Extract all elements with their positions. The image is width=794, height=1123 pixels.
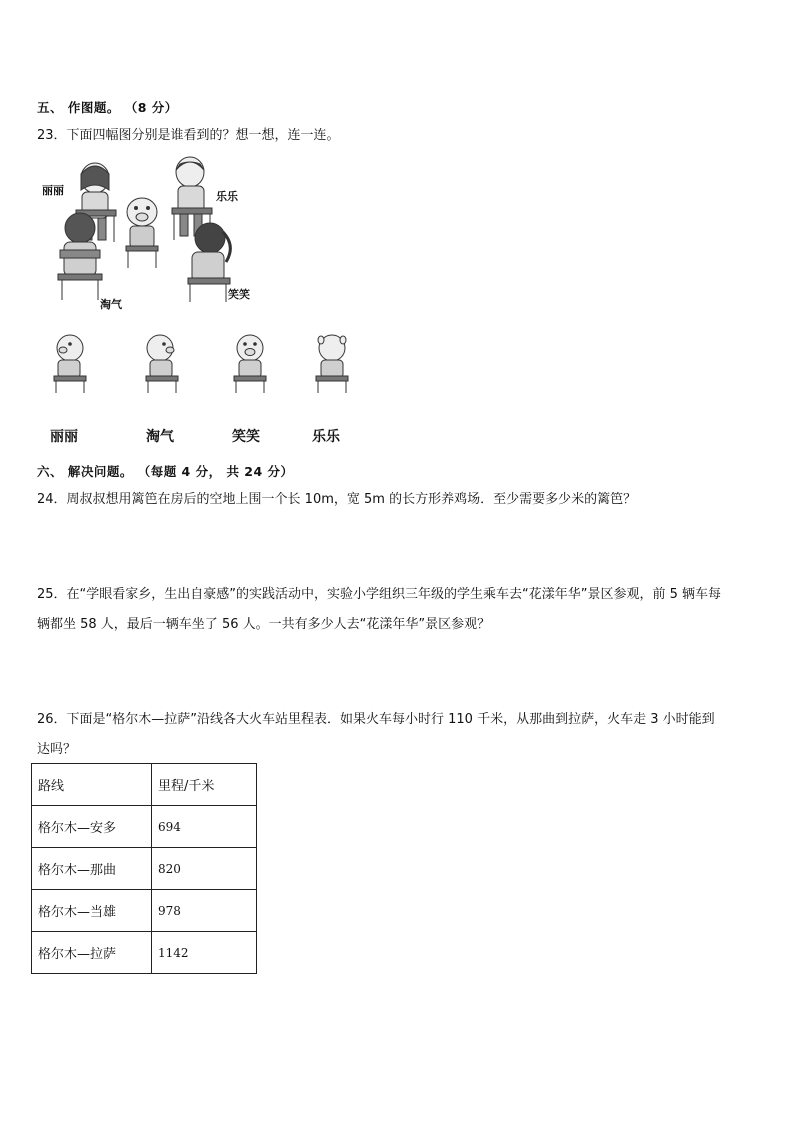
header-route: 路线 bbox=[32, 764, 152, 806]
view-label-1: 丽丽 bbox=[50, 429, 78, 445]
section-6-heading: 六、 解决问题。 （每题 4 分， 共 24 分） bbox=[37, 464, 294, 479]
table-row bbox=[32, 848, 257, 890]
scene-label-lele: 乐乐 bbox=[216, 190, 238, 203]
question-25-line-2: 辆都坐 58 人，最后一辆车坐了 56 人。一共有多少人去“花漾年华”景区参观？ bbox=[37, 617, 491, 632]
pig-side-view bbox=[140, 332, 184, 394]
question-26-line-1: 26．下面是“格尔木—拉萨”沿线各大火车站里程表．如果火车每小时行 110 千米，从那曲到拉萨，火车走 3 小时能到 bbox=[37, 712, 715, 727]
route-cell: 格尔木—当雄 bbox=[32, 890, 152, 932]
mileage-table bbox=[31, 763, 257, 974]
view-label-2: 淘气 bbox=[146, 429, 174, 445]
view-picture-1 bbox=[48, 332, 92, 398]
route-cell: 格尔木—拉萨 bbox=[32, 932, 152, 974]
pig-back-view bbox=[310, 332, 354, 394]
scene-label-xiaoxiao: 笑笑 bbox=[228, 288, 250, 301]
question-26-line-2: 达吗？ bbox=[37, 742, 77, 757]
pig-front-left-view bbox=[48, 332, 92, 394]
route-cell: 格尔木—安多 bbox=[32, 806, 152, 848]
header-distance: 里程/千米 bbox=[152, 764, 257, 806]
view-label-4: 乐乐 bbox=[312, 429, 340, 445]
pig-front-view bbox=[228, 332, 272, 394]
distance-cell: 1142 bbox=[152, 932, 257, 974]
scene-label-lili: 丽丽 bbox=[42, 184, 64, 197]
view-picture-3 bbox=[228, 332, 272, 398]
distance-cell: 694 bbox=[152, 806, 257, 848]
section-5-heading: 五、 作图题。 （8 分） bbox=[37, 100, 178, 115]
question-23-text: 23．下面四幅图分别是谁看到的？想一想，连一连。 bbox=[37, 128, 340, 143]
pig-figure bbox=[126, 198, 158, 268]
distance-cell: 978 bbox=[152, 890, 257, 932]
distance-cell: 820 bbox=[152, 848, 257, 890]
view-picture-2 bbox=[140, 332, 184, 398]
view-picture-4 bbox=[310, 332, 354, 398]
table-row bbox=[32, 890, 257, 932]
question-24-text: 24．周叔叔想用篱笆在房后的空地上围一个长 10m，宽 5m 的长方形养鸡场．至少需要多少米的篱笆？ bbox=[37, 492, 637, 507]
scene-label-taoqi: 淘气 bbox=[100, 298, 122, 311]
table-row bbox=[32, 932, 257, 974]
view-label-3: 笑笑 bbox=[232, 429, 260, 445]
route-cell: 格尔木—那曲 bbox=[32, 848, 152, 890]
taoqi-figure bbox=[58, 213, 102, 300]
table-header-row bbox=[32, 764, 257, 806]
table-row bbox=[32, 806, 257, 848]
question-25-line-1: 25．在“学眼看家乡，生出自豪感”的实践活动中，实验小学组织三年级的学生乘车去“花漾年华”景区参观，前 5 辆车每 bbox=[37, 587, 722, 602]
